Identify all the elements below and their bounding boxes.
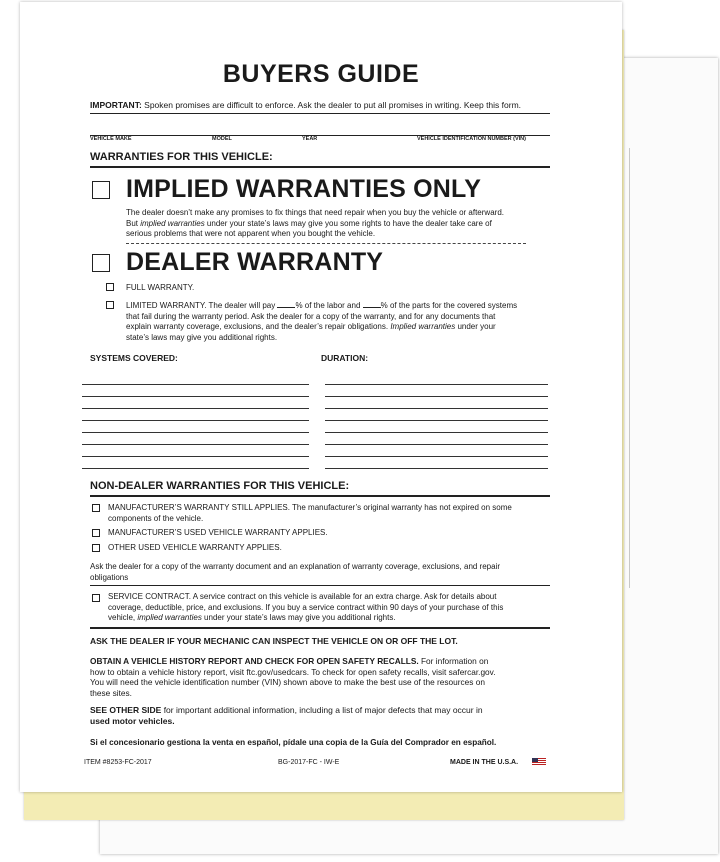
implied-warranties-text (126, 208, 556, 240)
implied-line-3: serious problems that were not apparent when you bought the vehicle. (126, 229, 376, 238)
implied-line-2-em: implied warranties (140, 218, 205, 228)
other-side-line-2: used motor vehicles. (90, 716, 175, 726)
systems-line[interactable] (82, 420, 309, 421)
systems-line[interactable] (82, 456, 309, 457)
see-other-side-text (90, 705, 552, 727)
service-bottom-rule (90, 627, 550, 629)
systems-line[interactable] (82, 384, 309, 385)
implied-line-1: The dealer doesn’t make any promises to fix things that need repair when you buy the vehicle or afterward. (126, 208, 504, 217)
ask-line-1: Ask the dealer for a copy of the warranty document and an explanation of warranty coverage, exclusions, and repair (90, 562, 501, 571)
manufacturer-warranty-text (108, 503, 548, 524)
buyers-guide-form (20, 2, 622, 792)
ask-line-2: obligations (90, 572, 129, 582)
systems-line[interactable] (82, 408, 309, 409)
limited-line-3-post: under your (455, 322, 496, 331)
duration-line[interactable] (325, 384, 548, 385)
service-line-2: coverage, deductible, price, and exclusions. If you buy a service contract within 90 days of your purchase of this (108, 602, 504, 612)
limited-line-3-pre: explain warranty coverage, exclusions, and the dealer’s repair obligations. (126, 322, 391, 331)
limited-line-3-em: Implied warranties (390, 322, 456, 331)
manufacturer-line-2: components of the vehicle. (108, 513, 204, 523)
warranties-heading: WARRANTIES FOR THIS VEHICLE: (90, 151, 273, 163)
limited-warranty-text (126, 300, 556, 343)
implied-line-2-post: under your state’s laws may give you some rights to have the dealer take care of (204, 218, 492, 228)
important-text: Spoken promises are difficult to enforce. Ask the dealer to put all promises in writing. Keep this form. (144, 100, 522, 110)
duration-line[interactable] (325, 408, 548, 409)
systems-line[interactable] (82, 396, 309, 397)
labor-percent-blank[interactable] (277, 300, 295, 308)
vin-field[interactable]: VEHICLE IDENTIFICATION NUMBER (VIN) (417, 136, 526, 142)
limited-line-1-b: % of the labor and (295, 301, 363, 310)
history-bold: OBTAIN A VEHICLE HISTORY REPORT AND CHECK FOR OPEN SAFETY RECALLS. (90, 656, 419, 666)
systems-line[interactable] (82, 444, 309, 445)
ask-dealer-warranty-text (90, 562, 550, 583)
other-side-bold: SEE OTHER SIDE (90, 705, 162, 715)
history-line-2: how to obtain a vehicle history report, visit ftc.gov/usedcars. To check for open safety recalls, visit safercar.gov. (90, 666, 496, 677)
item-number: ITEM #8253-FC-2017 (84, 759, 152, 766)
back-sheet-edge (629, 148, 630, 588)
history-rest: For information on (418, 656, 489, 666)
important-notice (90, 100, 550, 110)
limited-line-1-a: LIMITED WARRANTY. The dealer will pay (126, 301, 278, 310)
important-underline (90, 113, 550, 114)
service-line-3-pre: vehicle, (108, 613, 138, 622)
dealer-warranty-title: DEALER WARRANTY (126, 248, 384, 276)
duration-line[interactable] (325, 468, 548, 469)
year-field[interactable]: YEAR (302, 136, 318, 142)
model-field[interactable]: MODEL (212, 136, 232, 142)
duration-line[interactable] (325, 432, 548, 433)
other-side-line-1 (90, 705, 552, 716)
parts-percent-blank[interactable] (363, 300, 381, 308)
made-in-usa: MADE IN THE U.S.A. (450, 759, 519, 766)
implied-warranties-checkbox[interactable] (92, 181, 110, 199)
limited-warranty-checkbox[interactable] (106, 301, 114, 309)
implied-line-2-pre: But (126, 218, 141, 228)
service-line-3-post: under your state’s laws may give you additional rights. (201, 613, 396, 622)
used-vehicle-warranty-label: MANUFACTURER’S USED VEHICLE WARRANTY APPLIES. (108, 528, 328, 537)
limited-line-3 (126, 322, 556, 333)
implied-warranties-title: IMPLIED WARRANTIES ONLY (126, 175, 482, 203)
limited-line-4: state’s laws may give you additional rights. (126, 332, 278, 342)
non-dealer-heading: NON-DEALER WARRANTIES FOR THIS VEHICLE: (90, 480, 350, 492)
spanish-notice: Si el concesionario gestiona la venta en español, pídale una copia de la Guía del Comprador en español. (90, 738, 497, 747)
limited-line-2: that fail during the warranty period. Ask the dealer for a copy of the warranty, and for any documents that (126, 311, 496, 321)
full-warranty-label: FULL WARRANTY. (126, 283, 195, 292)
limited-line-1 (126, 300, 556, 312)
non-dealer-heading-rule (90, 495, 550, 497)
history-line-4: these sites. (90, 687, 132, 698)
limited-line-1-c: % of the parts for the covered systems (380, 301, 518, 310)
systems-covered-heading: SYSTEMS COVERED: (90, 353, 178, 363)
mechanic-inspection-text: ASK THE DEALER IF YOUR MECHANIC CAN INSPECT THE VEHICLE ON OR OFF THE LOT. (90, 636, 458, 646)
warranties-heading-rule (90, 166, 550, 168)
vehicle-make-field[interactable]: VEHICLE MAKE (90, 136, 132, 142)
implied-line-2 (126, 219, 556, 230)
duration-line[interactable] (325, 396, 548, 397)
service-line-3-em: implied warranties (137, 613, 202, 622)
systems-line[interactable] (82, 432, 309, 433)
systems-line[interactable] (82, 468, 309, 469)
service-line-3 (108, 613, 548, 624)
duration-line[interactable] (325, 420, 548, 421)
form-title: BUYERS GUIDE (222, 60, 420, 88)
other-used-warranty-label: OTHER USED VEHICLE WARRANTY APPLIES. (108, 543, 282, 552)
vehicle-history-text (90, 656, 552, 698)
history-line-3: You will need the vehicle identification number (VIN) shown above to make the best use of the resources on (90, 677, 485, 687)
full-warranty-checkbox[interactable] (106, 283, 114, 291)
important-label: IMPORTANT: (90, 100, 142, 110)
form-code: BG-2017-FC - IW-E (278, 759, 340, 766)
duration-line[interactable] (325, 456, 548, 457)
other-used-warranty-checkbox[interactable] (92, 544, 100, 552)
duration-heading: DURATION: (321, 353, 369, 363)
dashed-separator (126, 243, 526, 244)
dealer-warranty-checkbox[interactable] (92, 254, 110, 272)
service-top-rule (90, 585, 550, 586)
history-line-1 (90, 656, 552, 667)
service-line-1: SERVICE CONTRACT. A service contract on this vehicle is available for an extra charge. Ask for details about (108, 592, 497, 601)
used-vehicle-warranty-checkbox[interactable] (92, 529, 100, 537)
other-side-rest: for important additional information, including a list of major defects that may occur in (161, 705, 483, 715)
duration-line[interactable] (325, 444, 548, 445)
manufacturer-warranty-checkbox[interactable] (92, 504, 100, 512)
service-contract-text (108, 592, 548, 624)
us-flag-icon (532, 758, 546, 766)
service-contract-checkbox[interactable] (92, 594, 100, 602)
manufacturer-line-1: MANUFACTURER’S WARRANTY STILL APPLIES. The manufacturer’s original warranty has not expired on some (108, 503, 512, 512)
